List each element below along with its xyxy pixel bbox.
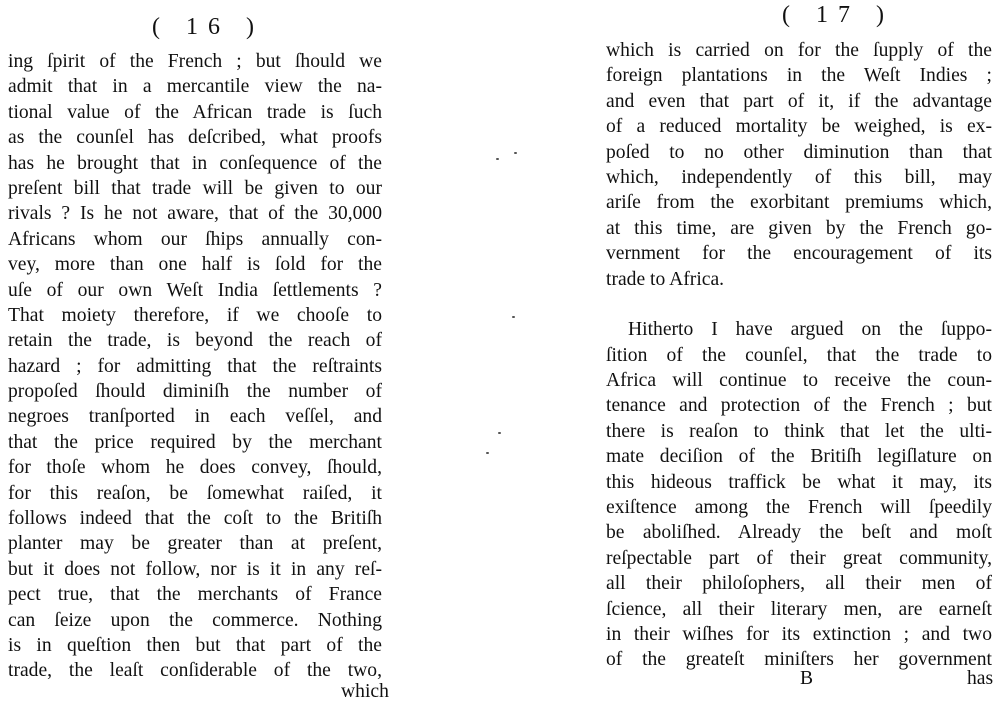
text-line: foreign plantations in the Weſt Indies ; [606,65,992,87]
catchword: which [341,681,389,702]
text-line: pect true, that the merchants of France [8,584,382,606]
text-line: which, independently of this bill, may [606,166,992,188]
page-number: ( 16 ) [152,14,264,40]
text-line: follows indeed that the coſt to the Britiſh [8,508,382,530]
text-line: trade, the leaſt conſiderable of the two, [8,660,382,682]
text-line: Africa will continue to receive the coun- [606,370,992,392]
text-line: ing ſpirit of the French ; but ſhould we [8,51,382,72]
text-line: vernment for the encouragement of its [606,243,992,265]
text-line: tenance and protection of the French ; but [606,395,992,417]
text-line: admit that in a mercantile view the na- [8,76,382,98]
text-line: is in queſtion then but that part of the [8,634,382,656]
text-line: all their philoſophers, all their men of [606,573,992,595]
catchword: has [967,668,994,689]
text-line: mate deciſion of the Britiſh legiſlature on [606,446,992,468]
text-line: for thoſe whom he does convey, ſhould, [8,457,382,479]
text-line: negroes tranſported in each veſſel, and [8,406,382,428]
text-line: retain the trade, is beyond the reach of [8,330,382,352]
paragraph-gap [606,292,992,317]
text-line: there is reaſon to think that let the ulti- [606,420,992,442]
text-line: at this time, are given by the French go- [606,217,992,239]
text-line: planter may be greater than at preſent, [8,533,382,555]
text-line: ſition of the counſel, that the trade to [606,344,992,366]
text-line: but it does not follow, nor is it in any reſ- [8,558,382,580]
text-line: be aboliſhed. Already the beſt and moſt [606,522,992,544]
text-line: Hitherto I have argued on the ſuppo- [628,319,992,341]
text-line: propoſed ſhould diminiſh the number of [8,381,382,403]
text-line: rivals ? Is he not aware, that of the 30,000 [8,203,382,225]
text-line: that the price required by the merchant [8,431,382,453]
text-line: which is carried on for the ſupply of the [606,40,992,61]
page-number: ( 17 ) [782,2,894,28]
text-line: as the counſel has deſcribed, what proofs [8,127,382,149]
text-line: exiſtence among the French will ſpeedily [606,497,992,519]
text-line: and even that part of it, if the advantage [606,90,992,112]
right-page [500,0,1000,705]
text-line: uſe of our own Weſt India ſettlements ? [8,279,382,301]
text-line: ſcience, all their literary men, are earneſt [606,598,992,620]
text-line: tional value of the African trade is ſuch [8,101,382,123]
text-line: vey, more than one half is ſold for the [8,254,382,276]
text-line: poſed to no other diminution than that [606,141,992,163]
text-line: hazard ; for admitting that the reſtraints [8,355,382,377]
text-line: Africans whom our ſhips annually con- [8,228,382,250]
text-line: reſpectable part of their great community, [606,547,992,569]
text-line: preſent bill that trade will be given to our [8,177,382,199]
text-line: for this reaſon, be ſomewhat raiſed, it [8,482,382,504]
text-line: in their wiſhes for its extinction ; and two [606,623,992,645]
text-line: of the greateſt miniſters her government [606,649,992,671]
text-line: trade to Africa. [606,268,725,290]
signature-mark: B [800,668,814,689]
text-line: of a reduced mortality be weighed, is ex- [606,116,992,138]
text-line: ariſe from the exorbitant premiums which, [606,192,992,214]
text-line: That moiety therefore, if we chooſe to [8,304,382,326]
text-column [8,49,382,684]
text-line: can ſeize upon the commerce. Nothing [8,609,382,631]
text-line: has he brought that in conſequence of the [8,152,382,174]
text-line: this hideous traffick be what it may, its [606,471,992,493]
text-column [606,38,992,673]
